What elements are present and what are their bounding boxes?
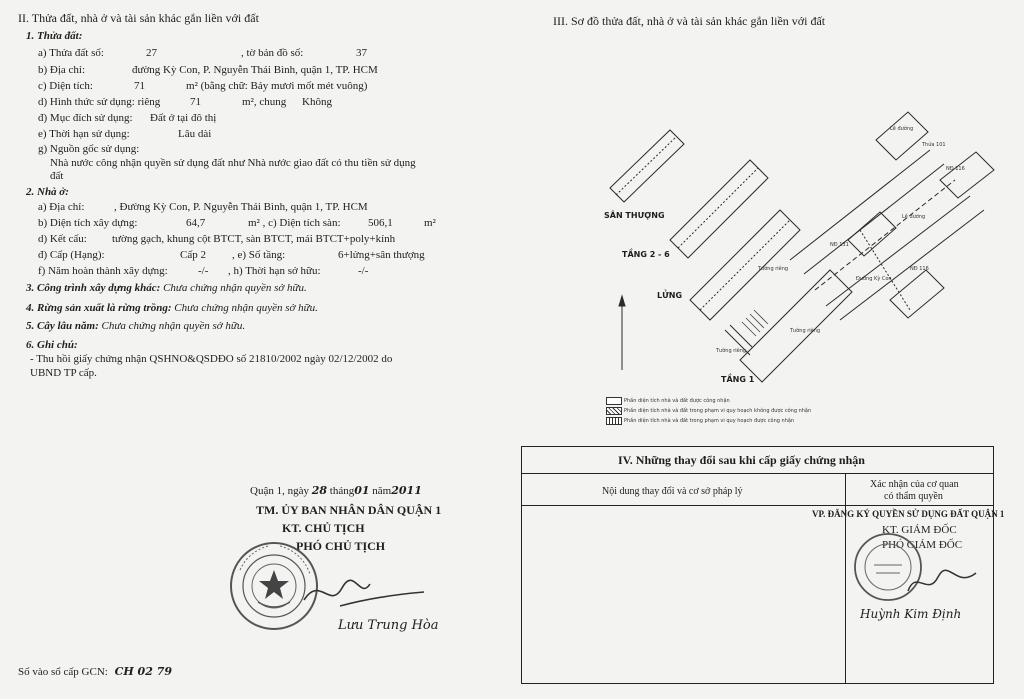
date-year-label: năm bbox=[372, 485, 392, 497]
grade-label: đ) Cấp (Hạng): bbox=[38, 249, 105, 261]
date-month-label: tháng bbox=[329, 485, 355, 497]
registration-office: VP. ĐĂNG KÝ QUYỀN SỬ DỤNG ĐẤT QUẬN 1 bbox=[812, 509, 1005, 519]
year-label: f) Năm hoàn thành xây dựng: bbox=[38, 265, 168, 277]
other-works-value: Chưa chứng nhận quyền sở hữu. bbox=[163, 282, 307, 294]
notes-line-1: - Thu hồi giấy chứng nhận QSHNO&QSDĐO số 21810/2002 ngày 02/12/2002 do bbox=[30, 353, 393, 365]
changes-col-authority-1: Xác nhận của cơ quan bbox=[870, 479, 959, 490]
legend-item-1: Phần diện tích nhà và đất được công nhận bbox=[624, 398, 730, 404]
svg-text:Tường riêng: Tường riêng bbox=[716, 348, 747, 354]
trees-value: Chưa chứng nhận quyền sở hữu. bbox=[101, 320, 246, 332]
svg-text:Lề đường: Lề đường bbox=[902, 214, 926, 220]
ownership-term-label: , h) Thời hạn sở hữu: bbox=[228, 265, 321, 277]
date-day: 28 bbox=[311, 484, 328, 497]
legend-swatch-not-recognized bbox=[606, 407, 622, 415]
floors-value: 6+lửng+sân thượng bbox=[338, 249, 425, 261]
house-address-label: a) Địa chỉ: bbox=[38, 201, 85, 213]
svg-text:NĐ 131: NĐ 131 bbox=[830, 242, 849, 248]
trees-row bbox=[26, 320, 245, 333]
land-address-row bbox=[38, 64, 458, 78]
floor-area-unit: m² bbox=[424, 217, 436, 229]
office-deputy-director: PHÓ GIÁM ĐỐC bbox=[882, 539, 963, 551]
use-form-private: 71 bbox=[190, 96, 201, 108]
house-address-row bbox=[38, 201, 458, 215]
notes-heading: 6. Ghi chú: bbox=[26, 339, 78, 351]
parcel-label: a) Thửa đất số: bbox=[38, 47, 104, 59]
svg-text:Tường riêng: Tường riêng bbox=[790, 328, 821, 334]
parcel-row bbox=[38, 47, 458, 61]
purpose-row bbox=[38, 112, 458, 126]
kt-chairman: KT. CHỦ TỊCH bbox=[282, 521, 365, 535]
legend-item-2: Phần diện tích nhà và đất trong phạm vi quy hoạch không được công nhận bbox=[624, 408, 812, 414]
year-row bbox=[38, 265, 458, 279]
term-value: Lâu dài bbox=[178, 128, 212, 140]
changes-header-divider bbox=[522, 505, 993, 506]
section-iii-title: III. Sơ đồ thửa đất, nhà ở và tài sản khác gắn liền với đất bbox=[553, 14, 826, 28]
land-area-label: c) Diện tích: bbox=[38, 80, 93, 92]
origin-label: g) Nguồn gốc sử dụng: bbox=[38, 143, 140, 155]
term-label: e) Thời hạn sử dụng: bbox=[38, 128, 130, 140]
structure-value: tường gạch, khung cột BTCT, sàn BTCT, mái BTCT+poly+kính bbox=[112, 233, 396, 245]
map-label: , tờ bản đồ số: bbox=[241, 47, 304, 59]
gcn-label: Số vào sổ cấp GCN: bbox=[18, 666, 108, 678]
changes-col-authority-2: có thẩm quyền bbox=[884, 491, 943, 502]
land-area-value: 71 bbox=[134, 80, 145, 92]
legend-swatch-planned-recognized bbox=[606, 417, 622, 425]
changes-column-divider bbox=[845, 473, 846, 683]
section-ii-title: II. Thửa đất, nhà ở và tài sản khác gắn liền với đất bbox=[18, 11, 259, 25]
deputy-chairman: PHÓ CHỦ TỊCH bbox=[296, 539, 386, 553]
authority-title: TM. ỦY BAN NHÂN DÂN QUẬN 1 bbox=[256, 503, 442, 517]
use-form-label: d) Hình thức sử dụng: riêng bbox=[38, 96, 161, 108]
director-signer-name: Huỳnh Kim Định bbox=[860, 607, 962, 621]
notes-line-2: UBND TP cấp. bbox=[30, 367, 97, 379]
origin-value-2: đất bbox=[50, 170, 64, 182]
svg-text:Lề đường: Lề đường bbox=[890, 126, 914, 132]
gcn-value: CH 02 79 bbox=[114, 665, 173, 678]
changes-table bbox=[521, 446, 1005, 684]
label-tang-1: TẦNG 1 bbox=[721, 375, 755, 384]
year-value: -/- bbox=[198, 265, 209, 277]
label-san-thuong: SÂN THƯỢNG bbox=[604, 211, 665, 220]
land-address-value: đường Kỳ Con, P. Nguyễn Thái Bình, quận 1, TP. HCM bbox=[132, 64, 378, 76]
other-works-label: 3. Công trình xây dựng khác: bbox=[26, 282, 161, 294]
land-address-label: b) Địa chỉ: bbox=[38, 64, 86, 76]
use-form-row bbox=[38, 96, 458, 110]
use-form-shared: Không bbox=[302, 96, 332, 108]
chairman-signature-scribble bbox=[300, 570, 430, 620]
structure-row bbox=[38, 233, 458, 247]
structure-label: d) Kết cấu: bbox=[38, 233, 87, 245]
term-row bbox=[38, 128, 458, 142]
grade-row bbox=[38, 249, 458, 263]
forest-value: Chưa chứng nhận quyền sở hữu. bbox=[174, 302, 318, 314]
floors-label: , e) Số tầng: bbox=[232, 249, 286, 261]
svg-text:Thửa 101: Thửa 101 bbox=[922, 142, 946, 148]
land-area-words: m² (bằng chữ: Bảy mươi mốt mét vuông) bbox=[186, 80, 368, 92]
chairman-signer-name: Lưu Trung Hòa bbox=[338, 618, 439, 633]
use-form-shared-label: m², chung bbox=[242, 96, 287, 108]
svg-text:Tường riêng: Tường riêng bbox=[758, 266, 789, 272]
date-prefix: Quận 1, ngày bbox=[250, 485, 309, 497]
director-signature-scribble bbox=[902, 563, 982, 603]
map-number: 37 bbox=[356, 47, 367, 59]
land-area-row bbox=[38, 80, 458, 94]
origin-value-1: Nhà nước công nhận quyền sử dụng đất như Nhà nước giao đất có thu tiền sử dụng bbox=[50, 157, 416, 169]
other-works-row bbox=[26, 282, 307, 295]
changes-title: IV. Những thay đổi sau khi cấp giấy chứng nhận bbox=[618, 453, 865, 467]
date-line bbox=[250, 484, 422, 498]
build-area-label: b) Diện tích xây dựng: bbox=[38, 217, 138, 229]
grade-value: Cấp 2 bbox=[180, 249, 206, 261]
purpose-label: đ) Mục đích sử dụng: bbox=[38, 112, 133, 124]
purpose-value: Đất ở tại đô thị bbox=[150, 112, 217, 124]
changes-col-content: Nội dung thay đổi và cơ sở pháp lý bbox=[602, 486, 743, 497]
land-heading: 1. Thửa đất: bbox=[26, 30, 83, 42]
date-year: 2011 bbox=[391, 484, 422, 497]
house-heading: 2. Nhà ở: bbox=[26, 186, 69, 198]
floor-area-value: 506,1 bbox=[368, 217, 393, 229]
building-area-row bbox=[38, 217, 458, 231]
svg-text:NĐ 116: NĐ 116 bbox=[910, 266, 929, 272]
label-lung: LỬNG bbox=[657, 291, 683, 300]
forest-label: 4. Rừng sản xuất là rừng trồng: bbox=[26, 302, 172, 314]
label-tang-2-6: TẦNG 2 - 6 bbox=[622, 250, 670, 259]
office-kt-director: KT. GIÁM ĐỐC bbox=[882, 524, 957, 536]
trees-label: 5. Cây lâu năm: bbox=[26, 320, 99, 332]
svg-text:Đường Kỳ Con: Đường Kỳ Con bbox=[856, 276, 892, 282]
legend-item-3: Phần diện tích nhà và đất trong phạm vi quy hoạch được công nhận bbox=[624, 418, 795, 424]
legend-swatch-recognized bbox=[606, 397, 622, 405]
forest-row bbox=[26, 302, 318, 315]
build-area-value: 64,7 bbox=[186, 217, 206, 229]
parcel-number: 27 bbox=[146, 47, 157, 59]
house-address-value: , Đường Kỳ Con, P. Nguyễn Thái Bình, quận 1, TP. HCM bbox=[114, 201, 368, 213]
date-month: 01 bbox=[354, 484, 370, 497]
floor-area-label: m² , c) Diện tích sàn: bbox=[248, 217, 341, 229]
ownership-term-value: -/- bbox=[358, 265, 369, 277]
svg-text:NĐ 116: NĐ 116 bbox=[946, 166, 965, 172]
changes-title-divider bbox=[522, 473, 993, 474]
gcn-row bbox=[18, 665, 172, 679]
